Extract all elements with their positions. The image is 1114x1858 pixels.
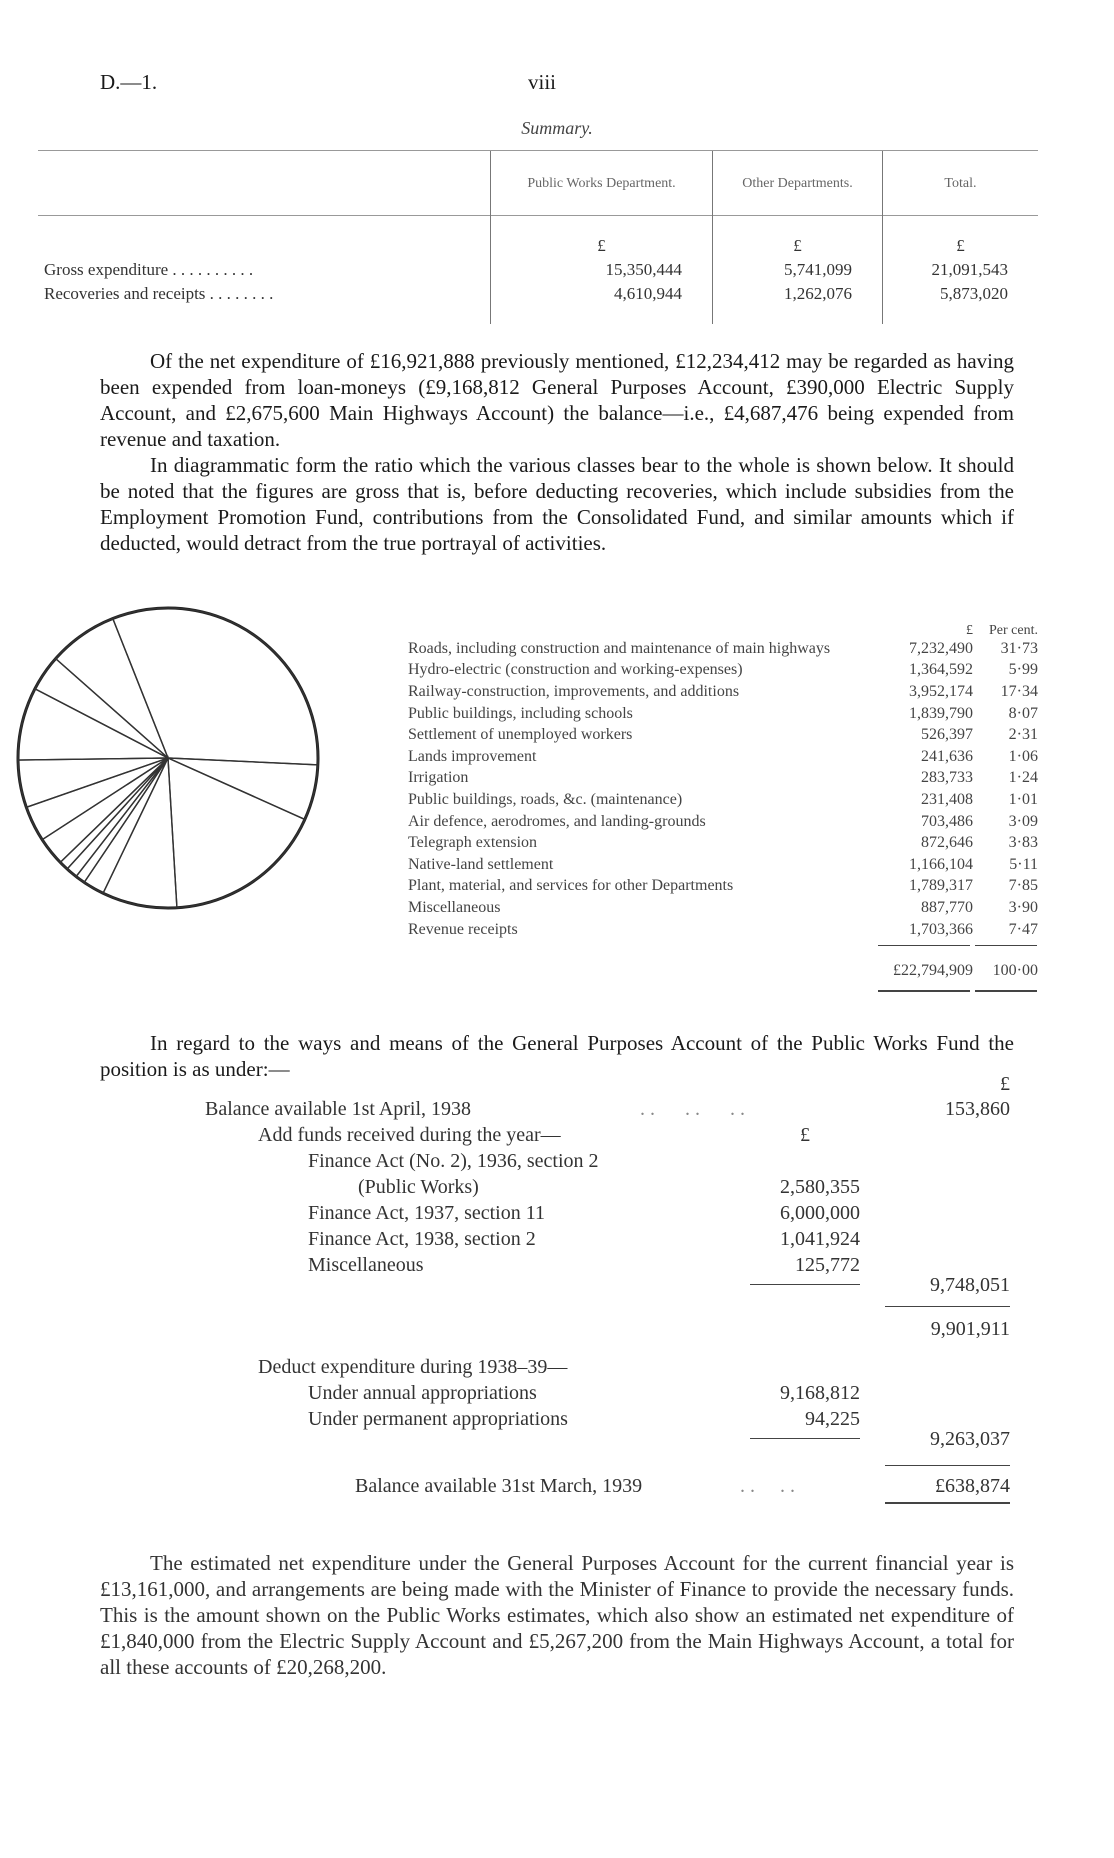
legend-label: Lands improvement [408,747,537,765]
summary-row: Recoveries and receipts . . . . . . . . 4,610,944 1,262,076 5,873,020 [38,282,1038,306]
legend-label: Irrigation [408,769,469,787]
add-funds-label: Add funds received during the year— [258,1124,561,1146]
paragraph-diagram-intro: In diagrammatic form the ratio which the various classes bear to the whole is shown below. It should be noted that the figures are gross that is, before deducting recoveries, which include subsidies from the Employment Promotion Fund, contributions from the Consolidated Fund, and similar amounts which if deducted, would detract from the true portrayal of activities. [100,453,1014,555]
add-funds-total: 9,748,051 [930,1274,1010,1296]
legend-percent: 1·24 [1008,769,1038,787]
legend-percent: 3·83 [1008,834,1038,852]
deduct-item-label: Under annual appropriations [308,1382,537,1404]
summary-col-pwd: Public Works Department. [491,151,713,216]
opening-balance-amount: 153,860 [945,1098,1010,1120]
legend-amount: 231,408 [921,790,973,808]
legend-total-rule [975,945,1037,946]
legend-percent: 31·73 [1000,639,1038,657]
closing-balance-label: Balance available 31st March, 1939 [355,1475,643,1497]
legend-percent: 3·09 [1008,812,1038,830]
legend-percent: 7·85 [1008,877,1038,895]
deduct-item-amount: 9,168,812 [780,1382,860,1404]
legend-percent: 5·11 [1009,855,1038,873]
legend-amount: 241,636 [921,747,973,765]
legend-amount: 283,733 [921,769,973,787]
legend-amount: 1,703,366 [909,920,973,938]
pie-slice [84,758,168,893]
legend-label: Railway-construction, improvements, and additions [408,682,740,700]
legend-amount: 872,646 [921,834,973,852]
currency-symbol: £ [882,216,1038,259]
legend-label: Miscellaneous [408,898,501,916]
legend-label: Hydro-electric (construction and working-expenses) [408,661,743,679]
legend-row [408,660,1038,682]
deduct-label: Deduct expenditure during 1938–39— [258,1356,568,1378]
leader-dots: . . . . [740,1475,795,1497]
legend-amount: 1,364,592 [909,661,973,679]
legend-row [408,876,1038,898]
summary-col-other: Other Departments. [713,151,883,216]
add-item-label: Finance Act, 1938, section 2 [308,1228,536,1250]
add-item-amount: 2,580,355 [780,1176,860,1198]
document-reference: D.—1. [100,70,158,94]
closing-rule [885,1465,1010,1466]
add-item-amount: 125,772 [795,1254,860,1276]
legend-label: Public buildings, including schools [408,704,633,722]
legend-row [408,638,1038,660]
currency-symbol: £ [800,1124,810,1146]
subtotal-rule [750,1284,860,1285]
add-item-amount: 6,000,000 [780,1202,860,1224]
legend-percent: 8·07 [1008,704,1038,722]
expenditure-legend-table [408,604,1038,982]
legend-row [408,681,1038,703]
add-item-label: Finance Act, 1937, section 11 [308,1202,545,1224]
legend-amount: 703,486 [921,812,973,830]
legend-label: Revenue receipts [408,920,518,938]
legend-total-double-rule [975,990,1037,992]
legend-col-amount: £ [966,623,973,638]
legend-amount: 7,232,490 [909,639,973,657]
legend-row [408,897,1038,919]
legend-row [408,746,1038,768]
legend-amount: 1,789,317 [909,877,973,895]
legend-percent: 2·31 [1008,726,1038,744]
legend-percent: 7·47 [1008,920,1038,938]
paragraph-net-expenditure: Of the net expenditure of £16,921,888 previously mentioned, £12,234,412 may be regarded as having been expended from loan-moneys (£9,168,812 General Purposes Account, £390,000 Electric Supply Account, and £2,675,600 Main Highways Account) the balance—i.e., £4,687,476 being expended from revenue and taxation. In diagrammatic form the ratio which the various classes bear to the whole is shown below. It should be noted that the figures are gross that is, before deducting recoveries, which include subsidies from the Employment Promotion Fund, contributions from the Consolidated Fund, and similar amounts which if deducted, would detract from the true portrayal of activities. [100,349,1014,555]
deduct-item-label: Under permanent appropriations [308,1408,568,1430]
pie-slice [103,758,177,908]
pie-slice [168,758,305,908]
legend-label: Native-land settlement [408,855,554,873]
add-item-label: Miscellaneous [308,1254,424,1276]
legend-label: Roads, including construction and maintenance of main highways [408,639,831,657]
legend-row [408,768,1038,790]
currency-symbol: £ [713,216,883,259]
legend-percent: 17·34 [1000,682,1038,700]
expenditure-pie-chart [0,600,400,1000]
leader-dots: . . . . . . [640,1098,745,1120]
legend-amount: 887,770 [921,898,973,916]
legend-label: Air defence, aerodromes, and landing-grounds [408,812,706,830]
currency-symbol: £ [491,216,713,259]
add-item-amount: 1,041,924 [780,1228,860,1250]
legend-percent: 1·01 [1008,790,1038,808]
opening-balance-label: Balance available 1st April, 1938 [205,1098,472,1120]
legend-percent: 5·99 [1008,661,1038,679]
paragraph-ways-means-intro: In regard to the ways and means of the General Purposes Account of the Public Works Fund the position is as under:— [100,1031,1014,1081]
legend-row [408,832,1038,854]
legend-row [408,789,1038,811]
legend-amount: 3,952,174 [909,682,973,700]
pie-slice [56,619,168,758]
legend-amount: 526,397 [921,726,973,744]
legend-label: Settlement of unemployed workers [408,726,633,744]
legend-row [408,811,1038,833]
legend-total-percent: 100·00 [992,962,1038,980]
legend-row [408,724,1038,746]
legend-row [408,919,1038,941]
legend-label: Public buildings, roads, &c. (maintenance) [408,790,683,808]
legend-label: Telegraph extension [408,834,538,852]
closing-double-rule [885,1502,1010,1504]
legend-total-double-rule [878,990,970,992]
legend-total-amount: £22,794,909 [893,962,973,980]
summary-table [38,150,1038,324]
page-number: viii [528,70,557,94]
paragraph-estimated-expenditure: The estimated net expenditure under the General Purposes Account for the current financial year is £13,161,000, and arrangements are being made with the Minister of Finance to provide the necessary funds. This is the amount shown on the Public Works estimates, which also show an estimated net expenditure of £1,840,000 from the Electric Supply Account and £5,267,200 from the Main Highways Account, a total for all these accounts of £20,268,200. [100,1551,1014,1679]
summary-title: Summary. [521,118,593,138]
add-item-label: (Public Works) [358,1176,479,1198]
pie-slice [168,758,318,819]
currency-symbol: £ [1000,1073,1010,1095]
legend-percent: 3·90 [1008,898,1038,916]
add-item-label: Finance Act (No. 2), 1936, section 2 [308,1150,599,1172]
subtotal-rule [885,1306,1010,1307]
pie-slice [113,608,318,765]
legend-total-row [408,940,1038,982]
legend-amount: 1,166,104 [909,855,973,873]
closing-balance-amount: £638,874 [935,1475,1010,1497]
deduct-total: 9,263,037 [930,1428,1010,1450]
subtotal-rule [750,1438,860,1439]
deduct-item-amount: 94,225 [805,1408,860,1430]
legend-percent: 1·06 [1008,747,1038,765]
legend-col-percent: Per cent. [989,623,1038,638]
pie-slice [60,758,168,869]
legend-row [408,854,1038,876]
summary-col-total: Total. [882,151,1038,216]
subtotal-amount: 9,901,911 [930,1318,1010,1340]
legend-total-rule [878,945,970,946]
legend-label: Plant, material, and services for other Departments [408,877,734,895]
summary-row: Gross expenditure . . . . . . . . . . 15,350,444 5,741,099 21,091,543 [38,258,1038,282]
pie-slice [42,758,168,862]
legend-row [408,703,1038,725]
legend-amount: 1,839,790 [909,704,973,722]
